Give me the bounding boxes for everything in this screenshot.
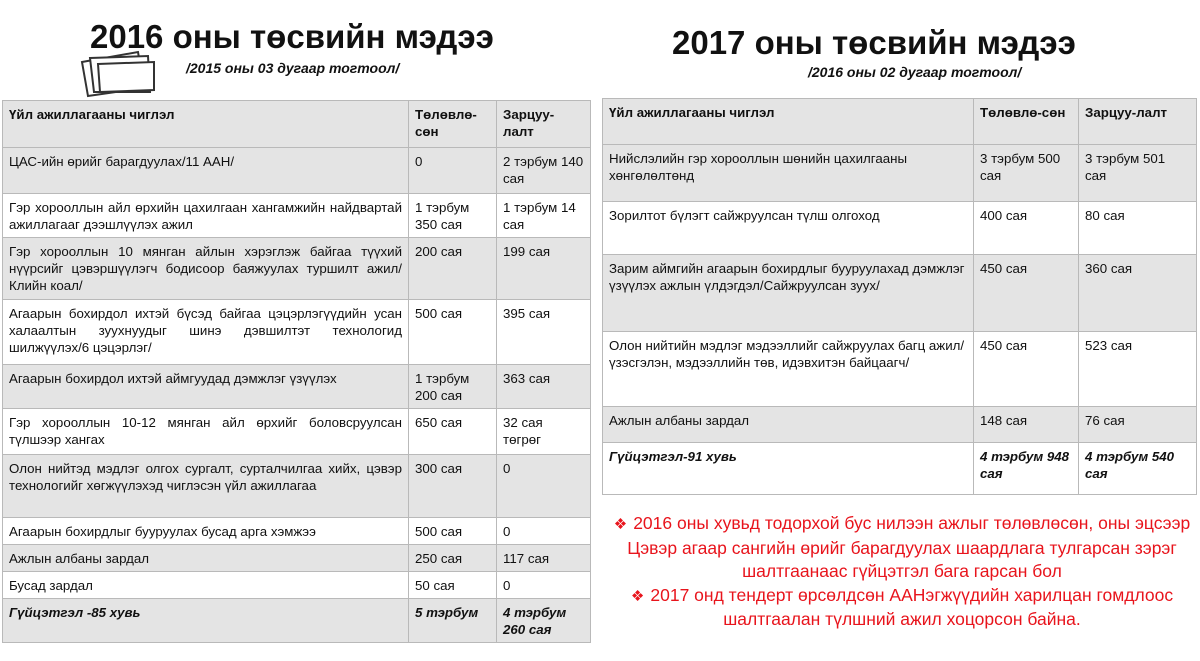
note-item bbox=[610, 512, 1194, 584]
cell-total-planned: 4 тэрбум 948 сая bbox=[974, 443, 1079, 495]
cell-planned: 0 bbox=[409, 148, 497, 194]
cell-planned: 450 сая bbox=[974, 255, 1079, 332]
cell-total-planned: 5 тэрбум bbox=[409, 599, 497, 643]
cell-planned: 148 сая bbox=[974, 407, 1079, 443]
table-row bbox=[603, 202, 1197, 255]
cell-planned: 3 тэрбум 500 сая bbox=[974, 145, 1079, 202]
header-spent: Зарцуу-лалт bbox=[1079, 99, 1197, 145]
table-row bbox=[3, 455, 591, 518]
budget-table-2016 bbox=[2, 100, 591, 643]
right-panel-subtitle: /2016 оны 02 дугаар тогтоол/ bbox=[808, 64, 1022, 80]
table-header-row bbox=[603, 99, 1197, 145]
cell-spent: 0 bbox=[497, 455, 591, 518]
cell-planned: 1 тэрбум 200 сая bbox=[409, 365, 497, 409]
cell-total-spent: 4 тэрбум 260 сая bbox=[497, 599, 591, 643]
cell-planned: 500 сая bbox=[409, 518, 497, 545]
cell-planned: 450 сая bbox=[974, 332, 1079, 407]
cell-activity: Агаарын бохирдол ихтэй аймгуудад дэмжлэг үзүүлэх bbox=[3, 365, 409, 409]
table-row bbox=[603, 332, 1197, 407]
cell-activity: Гэр хорооллын айл өрхийн цахилгаан хангамжийн найдвартай ажиллагааг дээшлүүлэх ажил bbox=[3, 194, 409, 238]
cell-planned: 1 тэрбум 350 сая bbox=[409, 194, 497, 238]
cell-total-spent: 4 тэрбум 540 сая bbox=[1079, 443, 1197, 495]
note-text: 2017 онд тендерт өрсөлдсөн ААНэгжүүдийн харилцан гомдлоос шалтгаалан түлшний ажил хоцорсон байна. bbox=[650, 584, 1174, 629]
left-panel-subtitle: /2015 оны 03 дугаар тогтоол/ bbox=[186, 60, 400, 76]
cell-spent: 199 сая bbox=[497, 238, 591, 300]
table-row bbox=[3, 518, 591, 545]
cell-planned: 400 сая bbox=[974, 202, 1079, 255]
header-activity: Үйл ажиллагааны чиглэл bbox=[603, 99, 974, 145]
cell-planned: 50 сая bbox=[409, 572, 497, 599]
note-text: 2016 оны хувьд тодорхой бус нилээн ажлыг төлөвлөсөн, оны эцсээр Цэвэр агаар сангийн өрийг барагдуулах шаардлага тулгарсан зэрэг шалтгаанаас гүйцэтгэл бага гарсан бол bbox=[627, 513, 1191, 581]
cell-spent: 117 сая bbox=[497, 545, 591, 572]
table-row bbox=[3, 194, 591, 238]
table-row bbox=[603, 255, 1197, 332]
table-total-row bbox=[3, 599, 591, 643]
cell-spent: 363 сая bbox=[497, 365, 591, 409]
cell-planned: 200 сая bbox=[409, 238, 497, 300]
cell-activity: Ажлын албаны зардал bbox=[3, 545, 409, 572]
table-row bbox=[3, 409, 591, 455]
cell-spent: 0 bbox=[497, 572, 591, 599]
budget-table-2017 bbox=[602, 98, 1197, 495]
cell-total-label: Гүйцэтгэл-91 хувь bbox=[603, 443, 974, 495]
header-spent: Зарцуу-лалт bbox=[497, 101, 591, 148]
cell-spent: 360 сая bbox=[1079, 255, 1197, 332]
cell-activity: ЦАС-ийн өрийг барагдуулах/11 ААН/ bbox=[3, 148, 409, 194]
cell-activity: Олон нийтэд мэдлэг олгох сургалт, сурталчилгаа хийх, цэвэр технологийг хөгжүүлэхэд чиглэсэн үйл ажиллагаа bbox=[3, 455, 409, 518]
table-row bbox=[3, 365, 591, 409]
table-row bbox=[603, 145, 1197, 202]
table-row bbox=[3, 238, 591, 300]
table-row bbox=[3, 300, 591, 365]
cell-planned: 650 сая bbox=[409, 409, 497, 455]
cell-activity: Ажлын албаны зардал bbox=[603, 407, 974, 443]
cell-spent: 1 тэрбум 14 сая bbox=[497, 194, 591, 238]
table-row bbox=[603, 407, 1197, 443]
cell-spent: 3 тэрбум 501 сая bbox=[1079, 145, 1197, 202]
cell-activity: Олон нийтийн мэдлэг мэдээллийг сайжруулах багц ажил/үзэсгэлэн, мэдээллийн төв, идэвхитэн байцаагч/ bbox=[603, 332, 974, 407]
cell-spent: 0 bbox=[497, 518, 591, 545]
cell-spent: 395 сая bbox=[497, 300, 591, 365]
cell-activity: Зорилтот бүлэгт сайжруулсан түлш олгоход bbox=[603, 202, 974, 255]
table-row bbox=[3, 545, 591, 572]
cell-spent: 76 сая bbox=[1079, 407, 1197, 443]
header-activity: Үйл ажиллагааны чиглэл bbox=[3, 101, 409, 148]
cell-planned: 250 сая bbox=[409, 545, 497, 572]
cell-activity: Зарим аймгийн агаарын бохирдлыг бууруулахад дэмжлэг үзүүлэх ажлын үлдэгдэл/Сайжруулсан зуух/ bbox=[603, 255, 974, 332]
left-panel-title: 2016 оны төсвийн мэдээ bbox=[90, 18, 494, 55]
note-item bbox=[610, 584, 1194, 632]
cell-spent: 2 тэрбум 140 сая bbox=[497, 148, 591, 194]
notes-block bbox=[610, 512, 1194, 632]
cell-activity: Агаарын бохирдол ихтэй бүсэд байгаа цэцэрлэгүүдийн усан халаалтын зуухнуудыг шинэ дэвшилтэт технологид шилжүүлэх/6 цэцэрлэг/ bbox=[3, 300, 409, 365]
cell-activity: Нийслэлийн гэр хорооллын шөнийн цахилгааны хөнгөлөлтөнд bbox=[603, 145, 974, 202]
cell-spent: 80 сая bbox=[1079, 202, 1197, 255]
cell-spent: 32 сая төгрөг bbox=[497, 409, 591, 455]
cell-activity: Бусад зардал bbox=[3, 572, 409, 599]
cell-total-label: Гүйцэтгэл -85 хувь bbox=[3, 599, 409, 643]
table-total-row bbox=[603, 443, 1197, 495]
table-header-row bbox=[3, 101, 591, 148]
diamond-bullet-icon: ❖ bbox=[630, 587, 645, 605]
diamond-bullet-icon: ❖ bbox=[613, 516, 628, 533]
cell-planned: 300 сая bbox=[409, 455, 497, 518]
cell-activity: Гэр хорооллын 10 мянган айлын хэрэглэж байгаа түүхий нүүрсийг цэвэршүүлэгч бодисоор баяжуулах туршилт ажил/Клийн коал/ bbox=[3, 238, 409, 300]
header-planned: Төлөвлө-сөн bbox=[409, 101, 497, 148]
table-row bbox=[3, 572, 591, 599]
cell-activity: Агаарын бохирдлыг бууруулах бусад арга хэмжээ bbox=[3, 518, 409, 545]
cell-spent: 523 сая bbox=[1079, 332, 1197, 407]
cell-activity: Гэр хорооллын 10-12 мянган айл өрхийг боловсруулсан түлшээр хангах bbox=[3, 409, 409, 455]
header-planned: Төлөвлө-сөн bbox=[974, 99, 1079, 145]
table-row bbox=[3, 148, 591, 194]
cell-planned: 500 сая bbox=[409, 300, 497, 365]
right-panel-title: 2017 оны төсвийн мэдээ bbox=[672, 24, 1076, 61]
